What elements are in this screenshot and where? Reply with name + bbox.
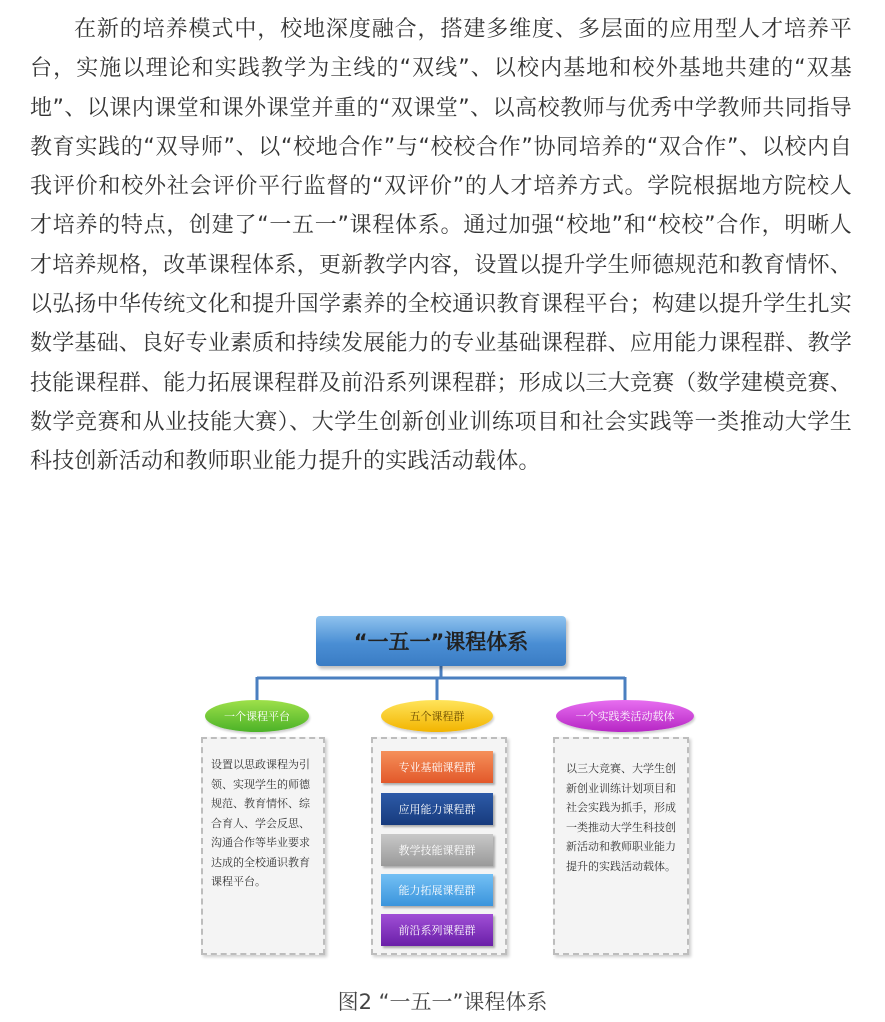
course-platform-text: 设置以思政课程为引领、实现学生的师德规范、教育情怀、综合育人、学会反思、沟通合作等毕业要求达成的全校通识教育课程平台。 xyxy=(211,758,310,888)
figure-caption: 图2 “一五一”课程体系 xyxy=(337,990,548,1014)
practice-carrier-label: 一个实践类活动载体 xyxy=(556,700,694,732)
course-group-item: 专业基础课程群 xyxy=(381,751,493,783)
course-platform-panel xyxy=(201,737,325,955)
course-group-item: 教学技能课程群 xyxy=(381,834,493,866)
practice-carrier-text: 以三大竞赛、大学生创新创业训练计划项目和社会实践为抓手，形成一类推动大学生科技创新活动和教师职业能力提升的实践活动载体。 xyxy=(566,762,676,873)
course-group-item: 能力拓展课程群 xyxy=(381,874,493,906)
practice-carrier-panel xyxy=(553,737,689,955)
article-paragraph: 在新的培养模式中，校地深度融合，搭建多维度、多层面的应用型人才培养平台，实施以理论和实践教学为主线的“双线”、以校内基地和校外基地共建的“双基地”、以课内课堂和课外课堂并重的“双课堂”、以高校教师与优秀中学教师共同指导教育实践的“双导师”、以“校地合作”与“校校合作”协同培养的“双合作”、以校内自我评价和校外社会评价平行监督的“双评价”的人才培养方式。学院根据地方院校人才培养的特点，创建了“一五一”课程体系。通过加强“校地”和“校校”合作，明晰人才培养规格，改革课程体系，更新教学内容，设置以提升学生师德规范和教育情怀、以弘扬中华传统文化和提升国学素养的全校通识教育课程平台；构建以提升学生扎实数学基础、良好专业素质和持续发展能力的专业基础课程群、应用能力课程群、教学技能课程群、能力拓展课程群及前沿系列课程群；形成以三大竞赛（数学建模竞赛、数学竞赛和从业技能大赛）、大学生创新创业训练项目和社会实践等一类推动大学生科技创新活动和教师职业能力提升的实践活动载体。 xyxy=(30,17,852,475)
course-group-item: 应用能力课程群 xyxy=(381,793,493,825)
course-system-diagram xyxy=(195,612,715,960)
course-group-item: 前沿系列课程群 xyxy=(381,914,493,946)
course-groups-panel xyxy=(371,737,507,955)
course-groups-label: 五个课程群 xyxy=(381,700,493,732)
diagram-title-banner: “一五一”课程体系 xyxy=(316,616,566,666)
course-platform-label: 一个课程平台 xyxy=(205,700,309,732)
